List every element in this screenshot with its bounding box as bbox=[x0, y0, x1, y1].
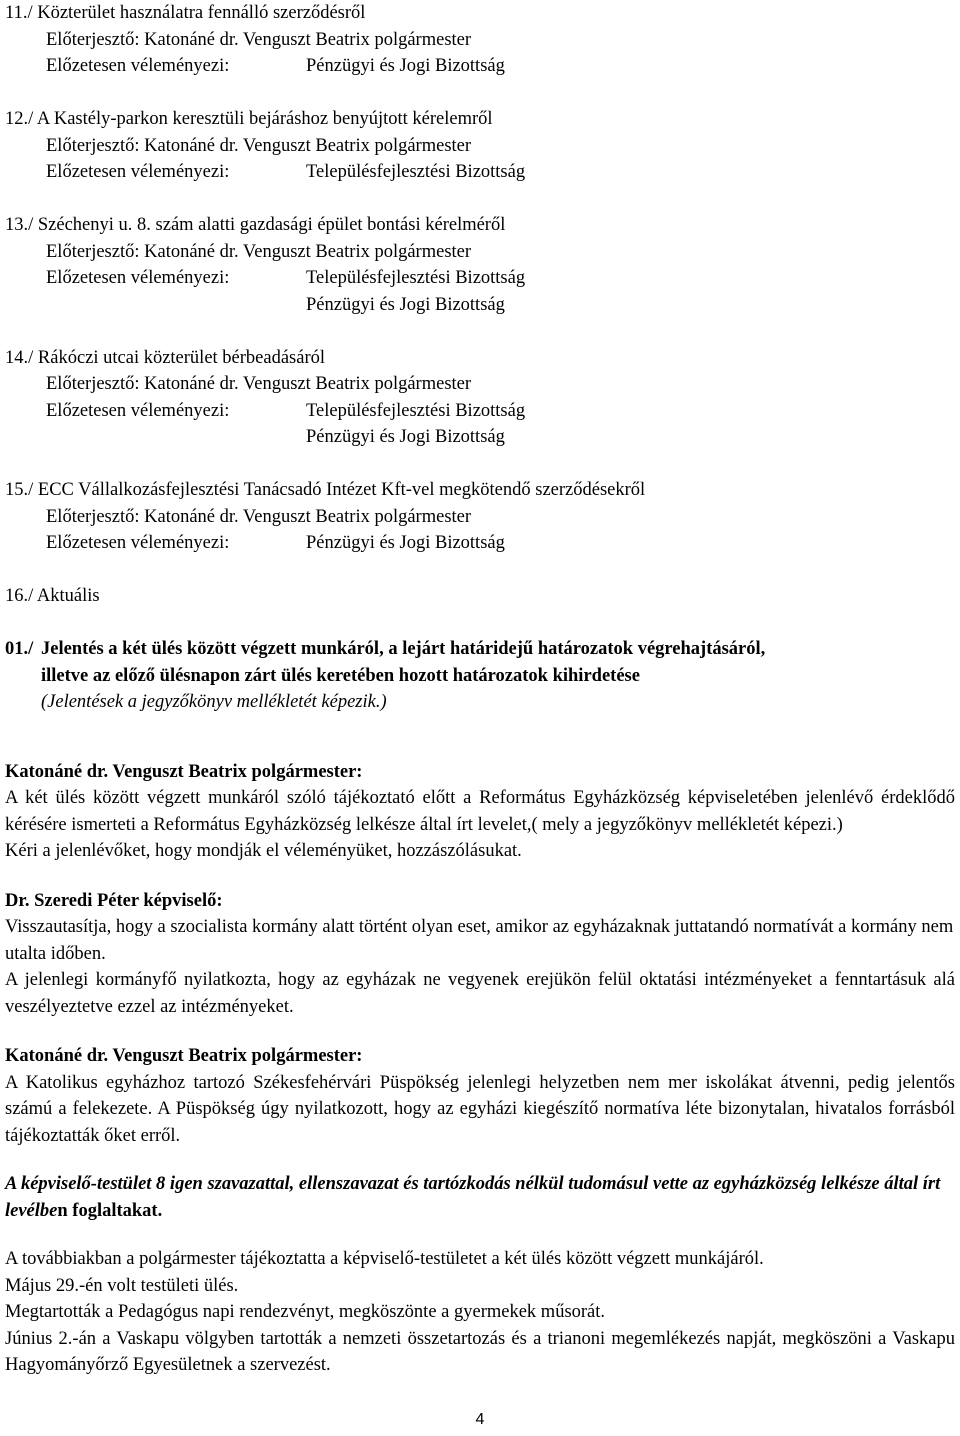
agenda-item bbox=[5, 212, 955, 318]
document-page bbox=[5, 0, 955, 1379]
presenter-line: Előterjesztő: Katonáné dr. Venguszt Beatrix polgármester bbox=[46, 135, 472, 156]
presenter-line: Előterjesztő: Katonáné dr. Venguszt Beatrix polgármester bbox=[46, 29, 472, 50]
section-title-line2: illetve az előző ülésnapon zárt ülés keretében hozott határozatok kihirdetése bbox=[41, 665, 640, 686]
review-label: Előzetesen véleményezi: bbox=[46, 268, 230, 288]
agenda-item-title: 14./ Rákóczi utcai közterület bérbeadásáról bbox=[5, 347, 326, 368]
review-label: Előzetesen véleményezi: bbox=[46, 400, 230, 421]
reviewer: Pénzügyi és Jogi Bizottság bbox=[306, 533, 505, 553]
agenda-list bbox=[5, 0, 955, 610]
review-line bbox=[5, 53, 955, 80]
section-note: (Jelentések a jegyzőkönyv mellékletét képezik.) bbox=[41, 692, 387, 712]
presenter-line: Előterjesztő: Katonáné dr. Venguszt Beatrix polgármester bbox=[46, 241, 472, 262]
speech-paragraph: A jelenlegi kormányfő nyilatkozta, hogy az egyházak ne vegyenek erejükön felül oktatási intézményeket a fenntartásuk alá veszélyeztetve ezzel az intézményeket. bbox=[5, 970, 955, 1017]
agenda-item-title: 13./ Széchenyi u. 8. szám alatti gazdasági épület bontási kérelméről bbox=[5, 215, 506, 235]
presenter-line: Előterjesztő: Katonáné dr. Venguszt Beatrix polgármester bbox=[46, 506, 472, 527]
review-line bbox=[5, 265, 955, 292]
agenda-item bbox=[5, 0, 955, 80]
resolution-plain: n foglaltakat. bbox=[57, 1200, 163, 1221]
report-intro: A továbbiakban a polgármester tájékoztatta a képviselő-testületet a két ülés között végzett munkájáról. bbox=[5, 1249, 764, 1269]
section-number: 01./ bbox=[5, 639, 34, 659]
section-title-line1: Jelentés a két ülés között végzett munkáról, a lejárt határidejű határozatok végrehajtásáról, bbox=[41, 639, 766, 659]
agenda-item bbox=[5, 106, 955, 186]
report-line: Május 29.-én volt testületi ülés. bbox=[5, 1275, 239, 1296]
agenda-item-title: 11./ Közterület használatra fennálló szerződésről bbox=[5, 3, 366, 23]
agenda-item-title: 15./ ECC Vállalkozásfejlesztési Tanácsadó Intézet Kft-vel megkötendő szerződésekről bbox=[5, 480, 646, 500]
speaker-name: Katonáné dr. Venguszt Beatrix polgármester: bbox=[5, 1046, 363, 1066]
review-line bbox=[5, 530, 955, 557]
reviewer: Pénzügyi és Jogi Bizottság bbox=[306, 427, 505, 447]
report-line: Megtartották a Pedagógus napi rendezvényt, megköszönte a gyermekek műsorát. bbox=[5, 1302, 606, 1322]
page-number: 4 bbox=[475, 1411, 485, 1428]
review-label: Előzetesen véleményezi: bbox=[46, 533, 230, 553]
reviewer: Pénzügyi és Jogi Bizottság bbox=[306, 56, 505, 76]
reviewer: Pénzügyi és Jogi Bizottság bbox=[306, 294, 505, 315]
speaker-name: Katonáné dr. Venguszt Beatrix polgármester: bbox=[5, 761, 363, 782]
speech-paragraph: A Katolikus egyházhoz tartozó Székesfehérvári Püspökség jelenlegi helyzetben nem mer iskolákat átvenni, pedig jelentős számú a felekezete. A Püspökség úgy nyilatkozott, hogy az egyházi kiegészítő normatíva léte bizonytalan, hivatalos forrásból tájékoztatták őket erről. bbox=[5, 1072, 955, 1146]
reviewer: Településfejlesztési Bizottság bbox=[306, 162, 526, 182]
section-heading bbox=[5, 636, 955, 689]
agenda-item bbox=[5, 345, 955, 451]
agenda-item-title: 12./ A Kastély-parkon keresztüli bejáráshoz benyújtott kérelemről bbox=[5, 109, 493, 129]
resolution bbox=[5, 1171, 955, 1224]
review-label: Előzetesen véleményezi: bbox=[46, 56, 230, 76]
agenda-item bbox=[5, 477, 955, 557]
presenter-line: Előterjesztő: Katonáné dr. Venguszt Beatrix polgármester bbox=[46, 374, 472, 394]
review-line bbox=[5, 398, 955, 425]
review-label: Előzetesen véleményezi: bbox=[46, 162, 230, 182]
review-line bbox=[5, 159, 955, 186]
speaker-name: Dr. Szeredi Péter képviselő: bbox=[5, 890, 223, 911]
agenda-item-current-affairs: 16./ Aktuális bbox=[5, 586, 100, 606]
speech-paragraph: Visszautasítja, hogy a szocialista kormány alatt történt olyan eset, amikor az egyházaknak juttatandó normatívát a kormány nem utalta időben. bbox=[5, 917, 954, 964]
speech-paragraph: Kéri a jelenlévőket, hogy mondják el véleményüket, hozzászólásukat. bbox=[5, 841, 522, 861]
report-line: Június 2.-án a Vaskapu völgyben tartották a nemzeti összetartozás és a trianoni megemlékezés napját, megköszöni a Vaskapu Hagyományőrző Egyesületnek a szervezést. bbox=[5, 1328, 955, 1375]
speech-paragraph: A két ülés között végzett munkáról szóló tájékoztató előtt a Református Egyházközség képviseletében jelenlévő érdeklődő kérésére ismerteti a Református Egyházközség lelkésze által írt levelet,( mely a jegyzőkönyv mellékletét képezi.) bbox=[5, 788, 955, 835]
reviewer: Településfejlesztési Bizottság bbox=[306, 268, 526, 288]
reviewer: Településfejlesztési Bizottság bbox=[306, 400, 526, 421]
resolution-italic: A képviselő-testület 8 igen szavazattal, ellenszavazat és tartózkodás nélkül tudomásul vette az egyházközség lelkésze által írt levélbe bbox=[5, 1174, 941, 1221]
